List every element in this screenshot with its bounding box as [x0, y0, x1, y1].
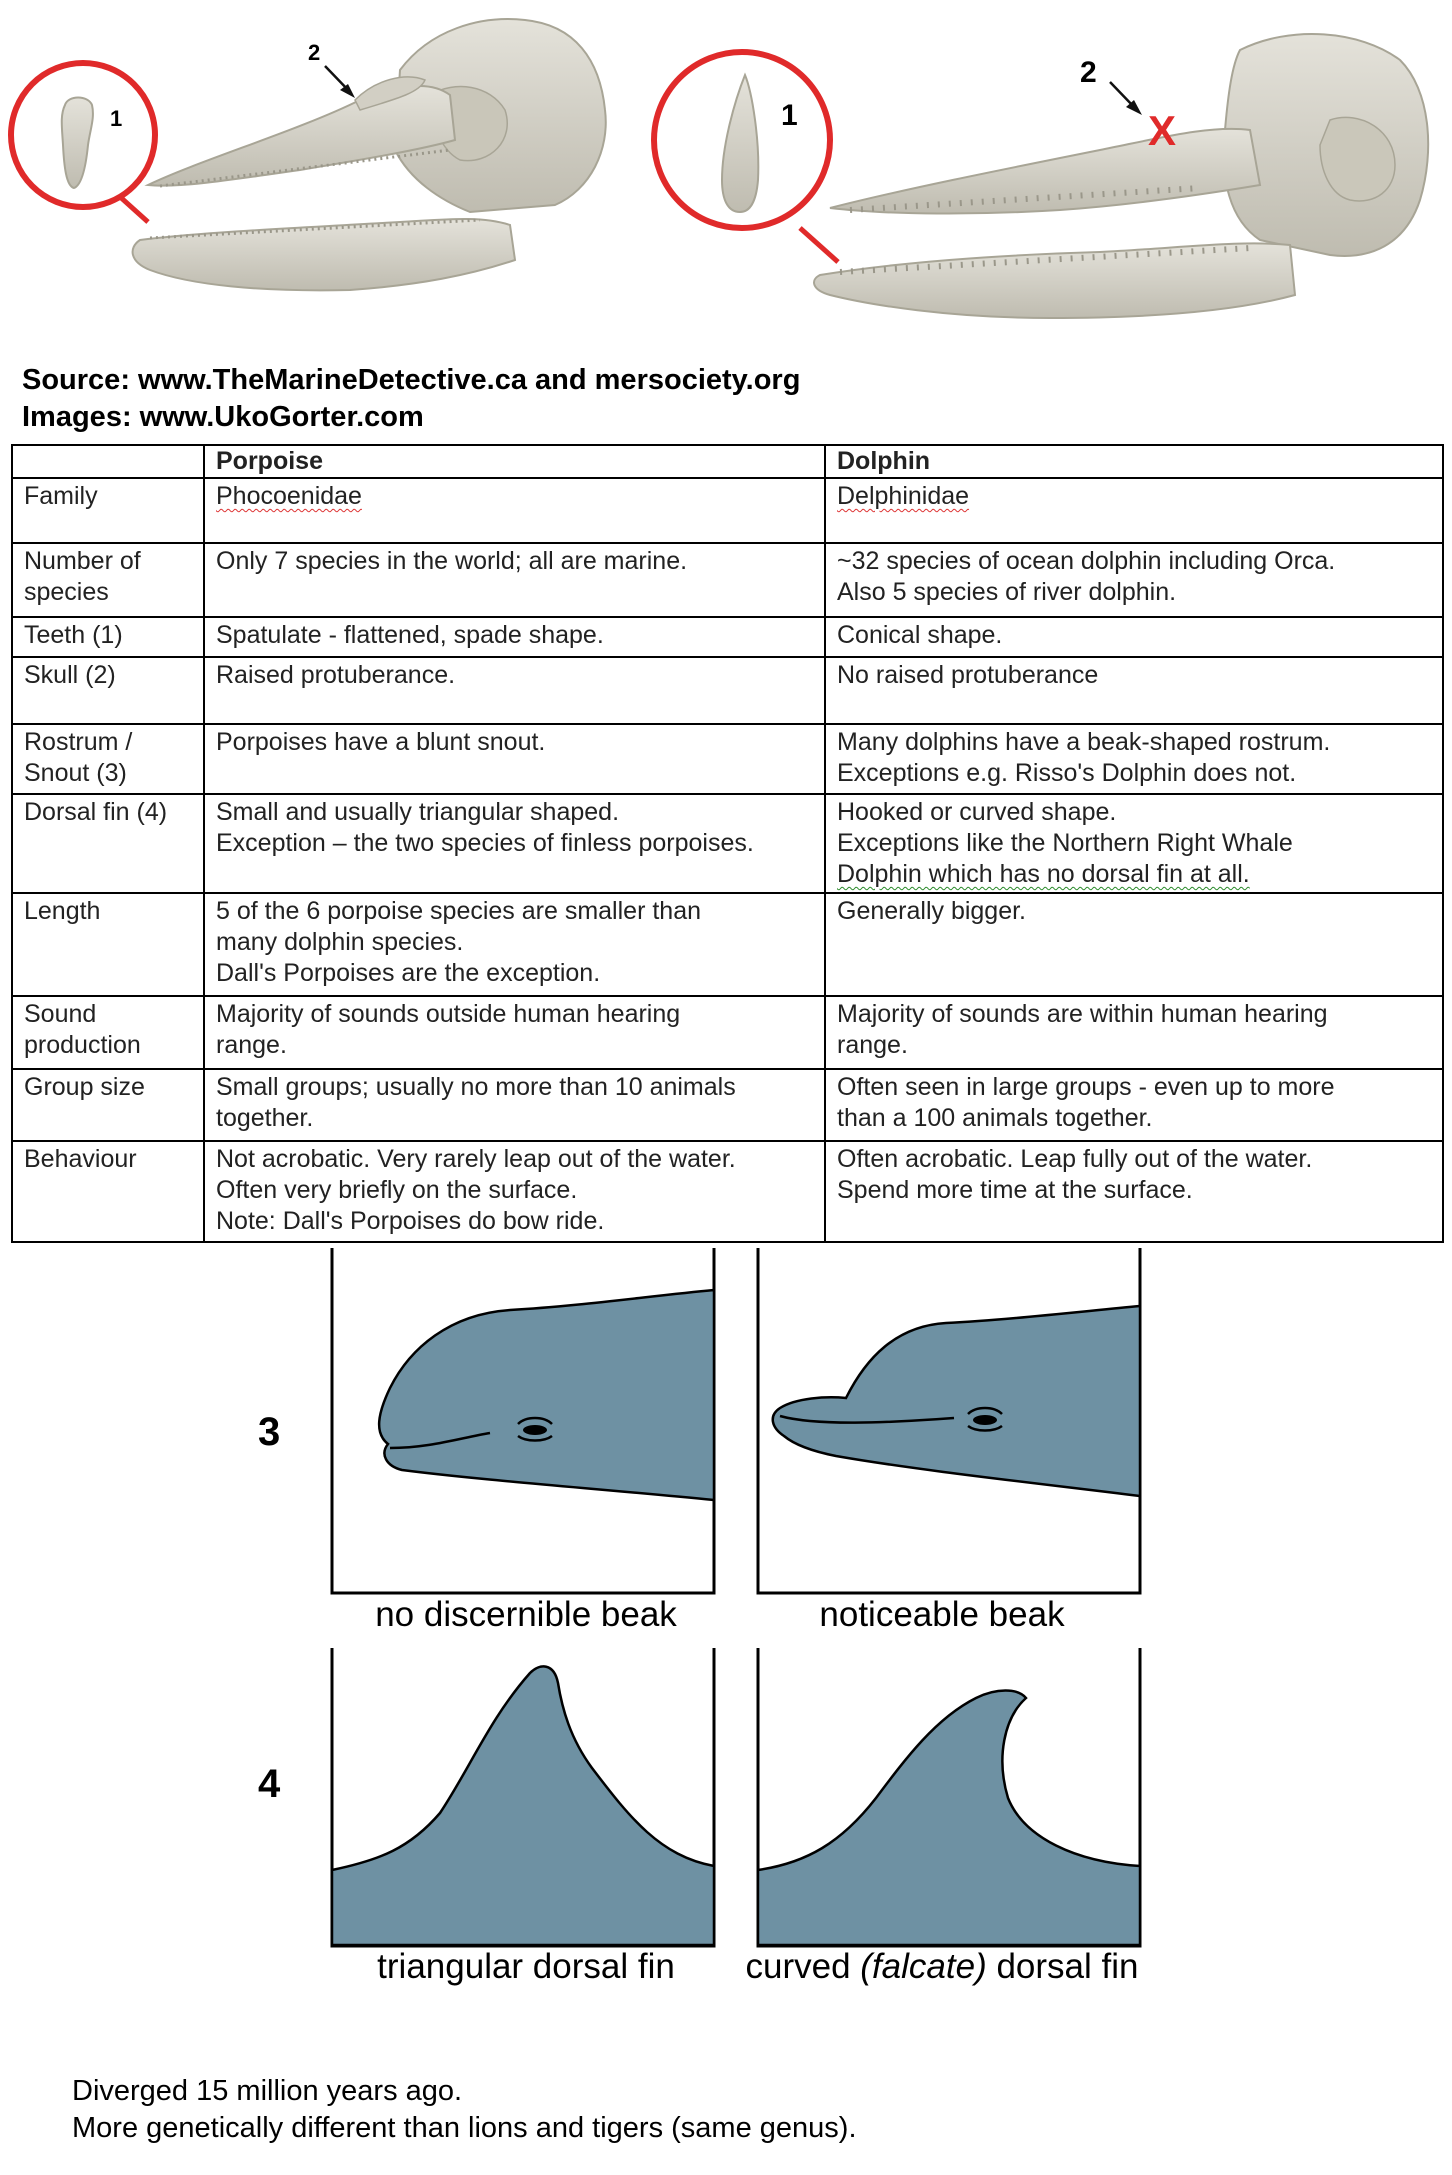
footer-line: Diverged 15 million years ago.	[72, 2075, 463, 2107]
porpoise-cell: 5 of the 6 porpoise species are smaller than many dolphin species. Dall's Porpoises are the exception.	[204, 893, 825, 996]
table-row	[12, 543, 1443, 617]
porpoise-cell: Raised protuberance.	[204, 657, 825, 724]
table-row	[12, 893, 1443, 996]
porpoise-tooth-callout	[11, 63, 155, 222]
table-row	[12, 794, 1443, 893]
header-cell-dolphin: Dolphin	[825, 445, 1443, 478]
table-row	[12, 724, 1443, 794]
dolphin-cell: ~32 species of ocean dolphin including Orca. Also 5 species of river dolphin.	[825, 543, 1443, 617]
porpoise-skull	[133, 19, 606, 290]
porpoise-cell: Only 7 species in the world; all are marine.	[204, 543, 825, 617]
footer-notes	[72, 2073, 857, 2147]
dolphin-cell: No raised protuberance	[825, 657, 1443, 724]
row-label: Teeth (1)	[12, 617, 204, 657]
header-cell-porpoise: Porpoise	[204, 445, 825, 478]
porpoise-vs-dolphin-table	[11, 444, 1444, 1243]
porpoise-cell: Not acrobatic. Very rarely leap out of the water. Often very briefly on the surface. Note: Dall's Porpoises do bow ride.	[204, 1141, 825, 1242]
dolphin-skull-arrow	[1110, 82, 1142, 115]
porpoise-snout-panel	[330, 1248, 716, 1595]
row-label: Length	[12, 893, 204, 996]
table-row	[12, 657, 1443, 724]
dolphin-snout-panel	[756, 1248, 1142, 1595]
table-row	[12, 996, 1443, 1069]
porpoise-tooth-label: 1	[110, 106, 123, 131]
dolphin-cell: Majority of sounds are within human hearing range.	[825, 996, 1443, 1069]
header-cell-empty	[12, 445, 204, 478]
row-label: Behaviour	[12, 1141, 204, 1242]
table-row	[12, 478, 1443, 543]
no-protuberance-mark: X	[1148, 107, 1177, 154]
porpoise-skull-label: 2	[308, 40, 321, 65]
source-credits	[22, 362, 800, 436]
snout-figure-number: 3	[258, 1410, 281, 1454]
dolphin-cell: Conical shape.	[825, 617, 1443, 657]
row-label: Sound production	[12, 996, 204, 1069]
dolphin-cell: Hooked or curved shape. Exceptions like the Northern Right Whale Dolphin which has no dorsal fin at all.	[825, 794, 1443, 893]
porpoise-cell: Majority of sounds outside human hearing range.	[204, 996, 825, 1069]
dolphin-skull-label: 2	[1080, 56, 1097, 89]
row-label: Family	[12, 478, 204, 543]
triangular-fin-panel	[330, 1648, 716, 1948]
porpoise-cell: Small and usually triangular shaped. Exception – the two species of finless porpoises.	[204, 794, 825, 893]
table-row	[12, 1141, 1443, 1242]
table-row	[12, 1069, 1443, 1141]
dolphin-tooth-callout	[654, 52, 838, 262]
porpoise-skull-arrow	[325, 66, 355, 98]
fin-figure-number: 4	[258, 1762, 281, 1806]
dolphin-cell: Many dolphins have a beak-shaped rostrum. Exceptions e.g. Risso's Dolphin does not.	[825, 724, 1443, 794]
dolphin-cell: Generally bigger.	[825, 893, 1443, 996]
images-credit-line: Images: www.UkoGorter.com	[22, 401, 424, 433]
porpoise-snout-caption: no discernible beak	[375, 1595, 677, 1634]
row-label: Number of species	[12, 543, 204, 617]
dolphin-skull	[814, 34, 1428, 318]
falcate-fin-caption: curved (falcate) dorsal fin	[745, 1947, 1139, 1986]
skull-illustrations	[0, 0, 1452, 340]
footer-line: More genetically different than lions and tigers (same genus).	[72, 2112, 857, 2144]
dolphin-cell: Delphinidae	[825, 478, 1443, 543]
dolphin-tooth-label: 1	[781, 99, 798, 132]
porpoise-cell: Small groups; usually no more than 10 animals together.	[204, 1069, 825, 1141]
triangular-fin-caption: triangular dorsal fin	[377, 1947, 675, 1986]
row-label: Group size	[12, 1069, 204, 1141]
table-header-row	[12, 445, 1443, 478]
dolphin-snout-caption: noticeable beak	[819, 1595, 1065, 1634]
row-label: Dorsal fin (4)	[12, 794, 204, 893]
porpoise-cell: Porpoises have a blunt snout.	[204, 724, 825, 794]
source-line: Source: www.TheMarineDetective.ca and mersociety.org	[22, 364, 801, 396]
dolphin-cell: Often seen in large groups - even up to more than a 100 animals together.	[825, 1069, 1443, 1141]
porpoise-cell: Phocoenidae	[204, 478, 825, 543]
porpoise-cell: Spatulate - flattened, spade shape.	[204, 617, 825, 657]
falcate-fin-panel	[756, 1648, 1142, 1948]
row-label: Rostrum / Snout (3)	[12, 724, 204, 794]
table-row	[12, 617, 1443, 657]
row-label: Skull (2)	[12, 657, 204, 724]
dolphin-cell: Often acrobatic. Leap fully out of the water. Spend more time at the surface.	[825, 1141, 1443, 1242]
